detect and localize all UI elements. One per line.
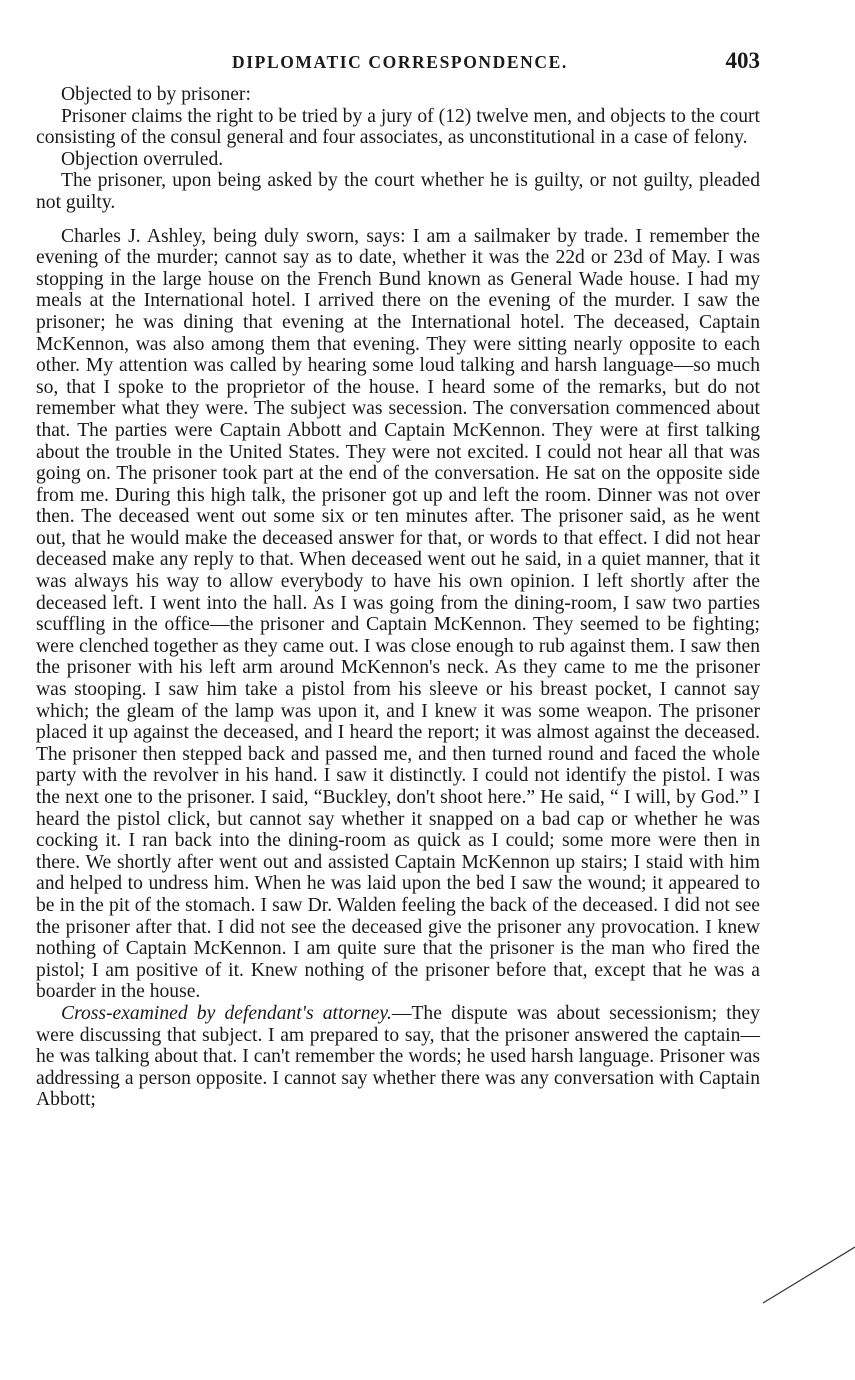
paragraph-text: Charles J. Ashley, being duly sworn, says: I am a sailmaker by trade. I remember the evening of the murder; cannot say as to date, whether it was the 22d or 23d of May. I was stopping in the large house on the French Bund known as General Wade house. I had my meals at the International hotel. I arrived there on the evening of the murder. I saw the prisoner; he was dining that evening at the International hotel. The deceased, Captain McKennon, was also among them that evening. They were sitting nearly opposite to each other. My attention was called by hearing some loud talking and harsh language—so much so, that I spoke to the proprietor of the house. I heard some of the remarks, but do not remember what they were. The subject was secession. The conversation commenced about that. The parties were Captain Abbott and Captain McKennon. They were at first talking about the trouble in the United States. They were not excited. I could not hear all that was going on. The prisoner took part at the end of the conversation. He sat on the opposite side from me. During this high talk, the prisoner got up and left the room. Dinner was not over then. The deceased went out some six or ten minutes after. The prisoner said, as he went out, that he would make the deceased answer for that, or words to that effect. I did not hear deceased make any reply to that. When deceased went out he said, in a quiet manner, that it was always his way to allow everybody to have his own opinion. I left shortly after the deceased left. I went into the hall. As I was going from the dining-room, I saw two parties scuffling in the office—the prisoner and Captain McKennon. They seemed to be fighting; were clenched together as they came out. I was close enough to rub against them. I saw then the prisoner with his left arm around McKennon's neck. As they came to me the prisoner was stooping. I saw him take a pistol from his sleeve or his breast pocket, I cannot say which; the gleam of the lamp was upon it, and I knew it was some weapon. The prisoner placed it up against the deceased, and I heard the report; it was almost against the deceased. The prisoner then stepped back and passed me, and then turned round and faced the whole party with the revolver in his hand. I saw it distinctly. I could not identify the pistol. I was the next one to the prisoner. I said, “Buckley, don't shoot here.” He said, “ I will, by God.” I heard the pistol click, but cannot say whether it snapped on a bad cap or whether he was cocking it. I ran back into the dining-room as quick as I could; some more were then in there. We shortly after went out and assisted Captain McKennon up stairs; I staid with him and helped to undress him. When he was laid upon the bed I saw the wound; it appeared to be in the pit of the stomach. I saw Dr. Walden feeling the back of the deceased. I did not see the prisoner after that. I did not see the deceased give the prisoner any provocation. I knew nothing of Captain McKennon. I am quite sure that the prisoner is the man who fired the pistol; I am positive of it. Knew nothing of the prisoner before that, except that he was a boarder in the house.	[36, 225, 760, 1003]
paragraph-text: Objection overruled.	[61, 148, 224, 170]
paragraph-text: The prisoner, upon being asked by the court whether he is guilty, or not guilty, pleaded not guilty.	[36, 170, 760, 213]
pen-mark	[755, 1245, 855, 1305]
paragraph-text: Objected to by prisoner:	[61, 84, 251, 105]
paragraph-overruled	[36, 149, 760, 171]
document-page	[36, 48, 760, 1111]
paragraph-cross-examination	[36, 1003, 760, 1111]
cross-examination-lead: Cross-examined by defendant's attorney.	[61, 1002, 392, 1024]
paragraph-jury-claim	[36, 106, 760, 149]
body-text	[36, 84, 760, 1111]
page-number: 403	[725, 48, 760, 73]
paragraph-text: —The dispute was about secessionism; they were discussing that subject. I am prepared to say, that the prisoner answered the captain—he was talking about that. I can't remember the words; he used harsh language. Prisoner was addressing a person opposite. I cannot say whether there was any conversation with Captain Abbott;	[36, 1002, 760, 1111]
page-header	[36, 48, 760, 84]
running-head: DIPLOMATIC CORRESPONDENCE.	[232, 52, 568, 72]
paragraph-objection	[36, 84, 760, 106]
paragraph-plea	[36, 170, 760, 213]
paragraph-text: Prisoner claims the right to be tried by a jury of (12) twelve men, and objects to the court consisting of the consul general and four associates, as unconstitutional in a case of felony.	[36, 105, 760, 149]
paragraph-testimony	[36, 226, 760, 1003]
